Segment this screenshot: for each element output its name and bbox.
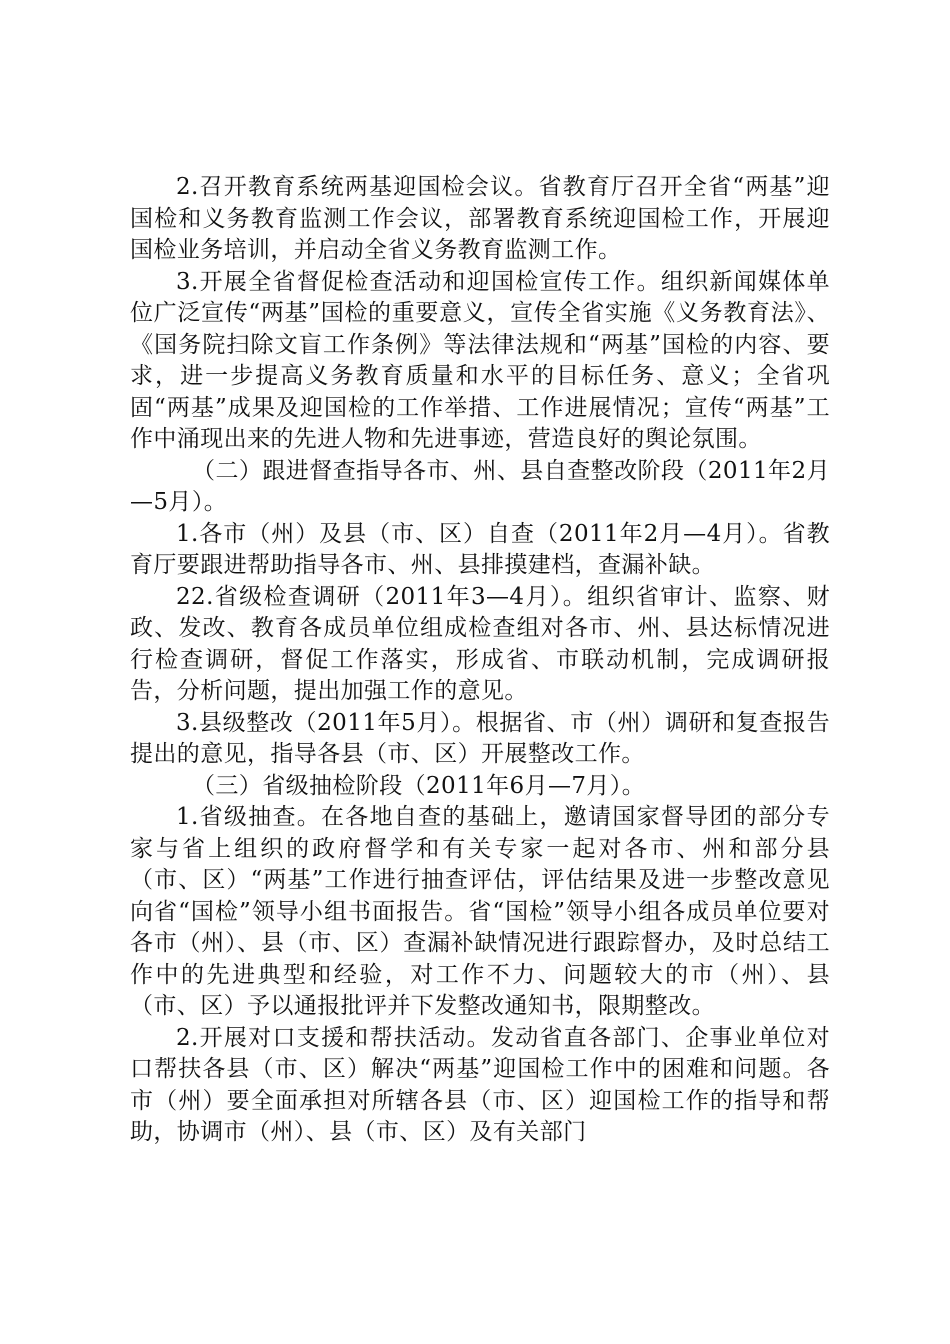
paragraph-item-1-self-check: 1.各市（州）及县（市、区）自查（2011年2月—4月）。省教育厅要跟进帮助指导各市、州、县排摸建档，查漏补缺。 bbox=[130, 520, 830, 578]
paragraph-item-2-support-assistance: 2.开展对口支援和帮扶活动。发动省直各部门、企事业单位对口帮扶各县（市、区）解决“两基”迎国检工作中的困难和问题。各市（州）要全面承担对所辖各县（市、区）迎国检工作的指导和帮助，协调市（州）、县（市、区）及有关部门 bbox=[130, 1024, 830, 1145]
section-heading-2: （二）跟进督查指导各市、州、县自查整改阶段（2011年2月—5月）。 bbox=[130, 457, 830, 515]
paragraph-item-2-meeting: 2.召开教育系统两基迎国检会议。省教育厅召开全省“两基”迎国检和义务教育监测工作会议，部署教育系统迎国检工作，开展迎国检业务培训，并启动全省义务教育监测工作。 bbox=[130, 174, 830, 263]
section-heading-3: （三）省级抽检阶段（2011年6月—7月）。 bbox=[192, 772, 646, 799]
paragraph-item-1-provincial-sampling: 1.省级抽查。在各地自查的基础上，邀请国家督导团的部分专家与省上组织的政府督学和有关专家一起对各市、州和部分县（市、区）“两基”工作进行抽查评估，评估结果及进一步整改意见向省“国检”领导小组书面报告。省“国检”领导小组各成员单位要对各市（州）、县（市、区）查漏补缺情况进行跟踪督办，及时总结工作中的先进典型和经验，对工作不力、问题较大的市（州）、县（市、区）予以通报批评并下发整改通知书，限期整改。 bbox=[130, 804, 830, 1019]
paragraph-item-3-county-rectification: 3.县级整改（2011年5月）。根据省、市（州）调研和复查报告提出的意见，指导各县（市、区）开展整改工作。 bbox=[130, 709, 830, 767]
paragraph-item-3-inspection-publicity: 3.开展全省督促检查活动和迎国检宣传工作。组织新闻媒体单位广泛宣传“两基”国检的重要意义，宣传全省实施《义务教育法》、《国务院扫除文盲工作条例》等法律法规和“两基”国检的内容、要求，进一步提高义务教育质量和水平的目标任务、意义；全省巩固“两基”成果及迎国检的工作举措、工作进展情况；宣传“两基”工作中涌现出来的先进人物和先进事迹，营造良好的舆论氛围。 bbox=[130, 268, 830, 452]
document-body bbox=[130, 172, 830, 1149]
paragraph-item-22-provincial-research: 22.省级检查调研（2011年3—4月）。组织省审计、监察、财政、发改、教育各成员单位组成检查组对各市、州、县达标情况进行检查调研，督促工作落实，形成省、市联动机制，完成调研报告，分析问题，提出加强工作的意见。 bbox=[130, 583, 830, 704]
